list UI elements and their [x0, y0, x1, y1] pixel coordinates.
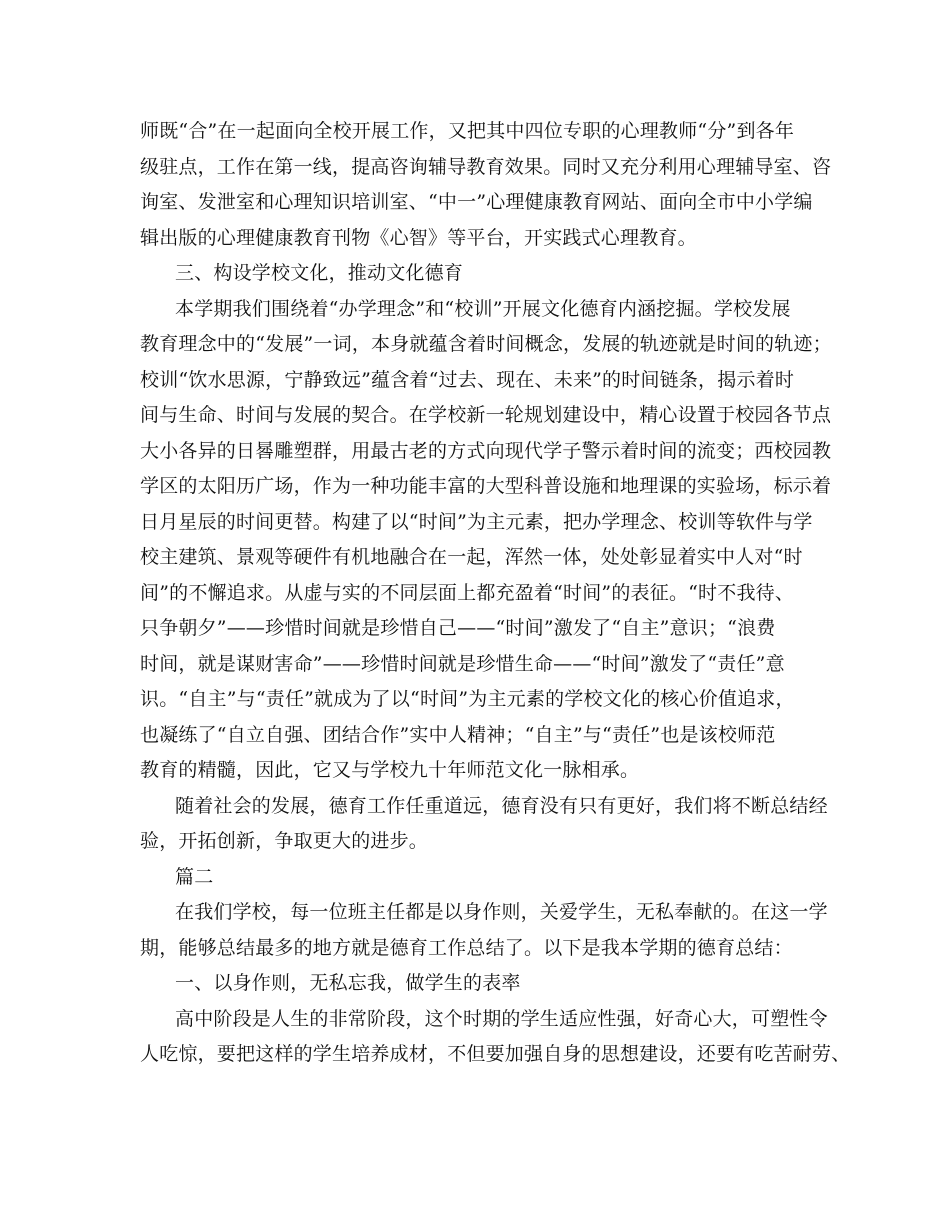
text-line: 学区的太阳历广场，作为一种功能丰富的大型科普设施和地理课的实验场，标示着 [140, 475, 832, 497]
text-line: 师既“合”在一起面向全校开展工作，又把其中四位专职的心理教师“分”到各年 [140, 120, 795, 142]
text-line: 间”的不懈追求。从虚与实的不同层面上都充盈着“时间”的表征。“时不我待、 [140, 581, 795, 604]
text-line: 日月星辰的时间更替。构建了以“时间”为主元素，把办学理念、校训等软件与学 [140, 510, 813, 533]
text-line: 教育的精髓，因此，它又与学校九十年师范文化一脉相承。 [140, 759, 640, 781]
text-line: 识。“自主”与“责任”就成为了以“时间”为主元素的学校文化的核心价值追求， [140, 688, 795, 710]
text-line: 随着社会的发展，德育工作任重道远，德育没有只有更好，我们将不断总结经 [175, 794, 828, 817]
section-heading: 篇二 [175, 865, 214, 888]
text-line: 大小各异的日晷雕塑群，用最古老的方式向现代学子警示着时间的流变；西校园教 [140, 439, 832, 462]
text-line: 也凝练了“自立自强、团结合作”实中人精神；“自主”与“责任”也是该校师范 [140, 723, 776, 746]
text-line: 时间，就是谋财害命”——珍惜时间就是珍惜生命——“时间”激发了“责任”意 [140, 652, 785, 675]
text-line: 人吃惊，要把这样的学生培养成材，不但要加强自身的思想建设，还要有吃苦耐劳、 [140, 1043, 851, 1065]
text-line: 本学期我们围绕着“办学理念”和“校训”开展文化德育内涵挖掘。学校发展 [175, 297, 791, 320]
text-line: 在我们学校，每一位班主任都是以身作则，关爱学生，无私奉献的。在这一学 [175, 901, 828, 923]
text-line: 校主建筑、景观等硬件有机地融合在一起，浑然一体，处处彰显着实中人对“时 [140, 546, 803, 568]
text-line: 高中阶段是人生的非常阶段，这个时期的学生适应性强，好奇心大，可塑性令 [175, 1007, 828, 1030]
text-line: 验，开拓创新，争取更大的进步。 [140, 830, 429, 852]
text-line: 校训“饮水思源，宁静致远”蕴含着“过去、现在、未来”的时间链条，揭示着时 [140, 368, 795, 391]
section-heading: 一、以身作则，无私忘我，做学生的表率 [175, 972, 521, 994]
text-line: 教育理念中的“发展”一词，本身就蕴含着时间概念，发展的轨迹就是时间的轨迹； [140, 333, 832, 355]
text-line: 间与生命、时间与发展的契合。在学校新一轮规划建设中，精心设置于校园各节点 [140, 404, 832, 426]
text-line: 辑出版的心理健康教育刊物《心智》等平台，开实践式心理教育。 [140, 226, 697, 249]
section-heading: 三、构设学校文化，推动文化德育 [175, 262, 464, 284]
document-body [140, 114, 851, 1073]
text-line: 级驻点，工作在第一线，提高咨询辅导教育效果。同时又充分利用心理辅导室、咨 [140, 155, 832, 178]
text-line: 询室、发泄室和心理知识培训室、“中一”心理健康教育网站、面向全市中小学编 [140, 191, 813, 213]
text-line: 只争朝夕”——珍惜时间就是珍惜自己——“时间”激发了“自主”意识；“浪费 [140, 617, 776, 639]
text-line: 期，能够总结最多的地方就是德育工作总结了。以下是我本学期的德育总结： [140, 936, 793, 959]
